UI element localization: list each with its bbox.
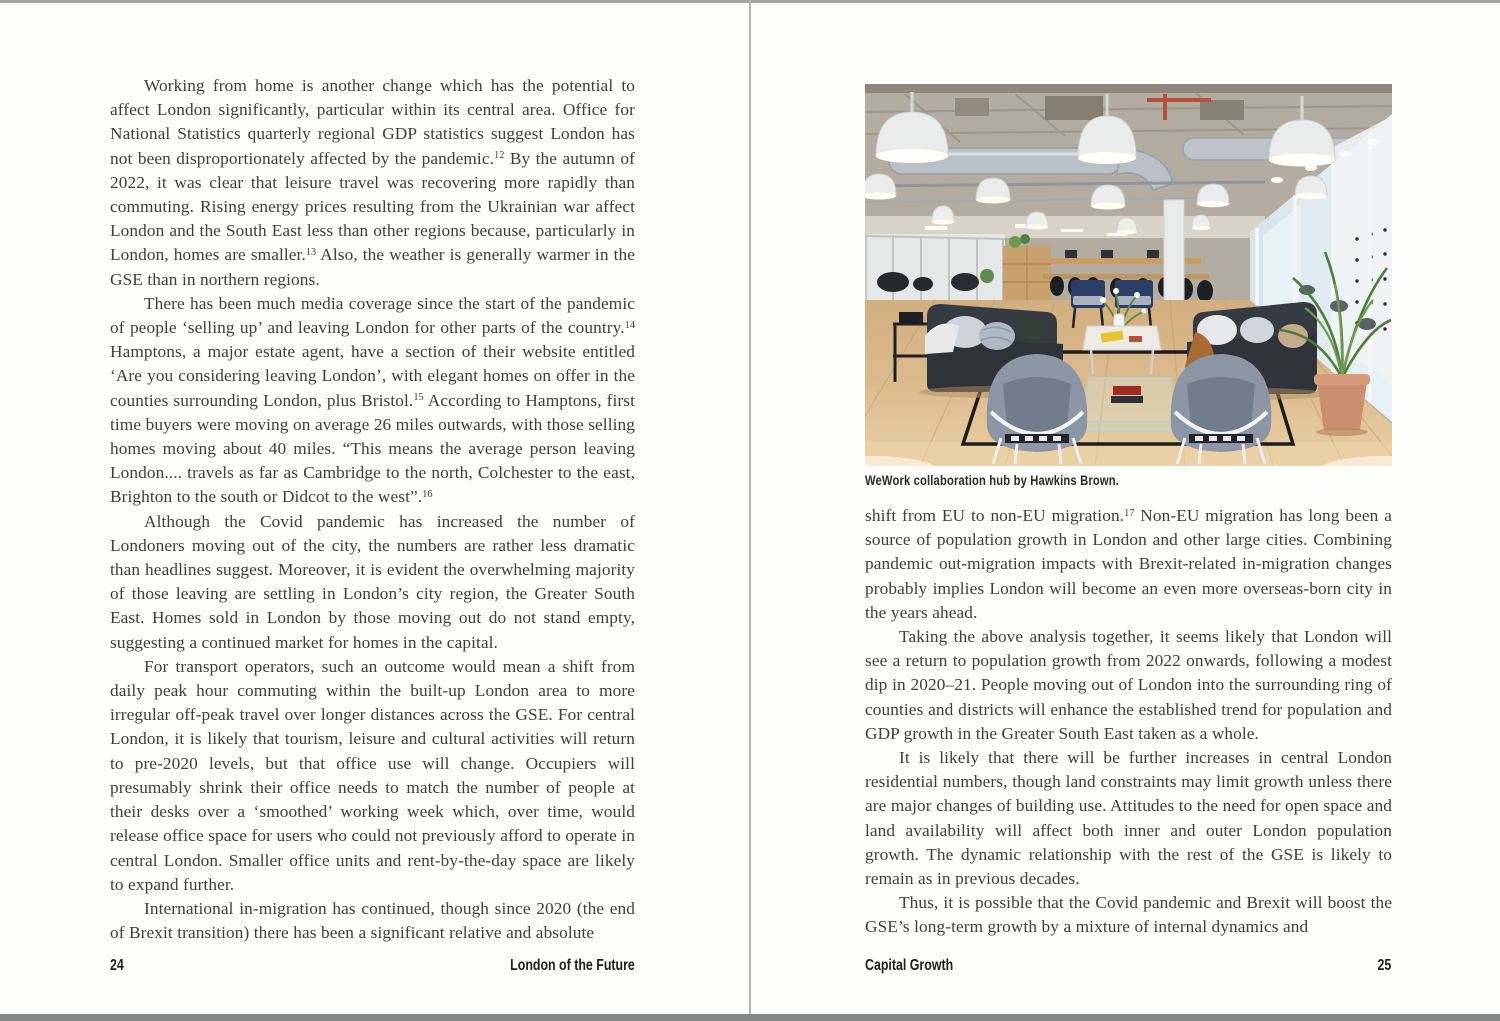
page-number-right: 25 bbox=[1377, 957, 1391, 974]
office-interior-illustration bbox=[865, 84, 1392, 466]
wework-office-photo bbox=[865, 84, 1392, 466]
photo-caption: WeWork collaboration hub by Hawkins Brown. bbox=[865, 472, 1119, 488]
paragraph: There has been much media coverage since the start of the pandemic of people ‘selling up’ and leaving London for other parts of the country.$^{14}$ Hamptons, a major estate agent, have a section of their website entitled ‘Are you considering leaving London’, with elegant homes on offer in the counties surrounding London, plus Bristol.$^{15}$ According to Hamptons, first time buyers were moving on average 26 miles outwards, with those selling homes moving about 40 miles. “This means the average person leaving London.... travels as far as Cambridge to the north, Colchester to the east, Brighton to the south or Didcot to the west”.$^{16}$ bbox=[110, 293, 635, 507]
paragraph: International in-migration has continued, though since 2020 (the end of Brexit transition) there has been a significant relative and absolute bbox=[110, 898, 635, 943]
right-text-column bbox=[865, 504, 1392, 956]
paragraph: Although the Covid pandemic has increased the number of Londoners moving out of the city, the numbers are rather less dramatic than headlines suggest. Moreover, it is evident the overwhelming majority of those leaving are settling in London’s city region, the Greater South East. Homes sold in London by those moving out do not stand empty, suggesting a continued market for homes in the capital. bbox=[110, 511, 635, 652]
running-title-left: London of the Future bbox=[510, 957, 635, 974]
left-text-column bbox=[110, 74, 635, 958]
page-number-left: 24 bbox=[110, 957, 124, 974]
scan-edge-bottom bbox=[0, 1014, 1500, 1021]
paragraph: For transport operators, such an outcome would mean a shift from daily peak hour commuting within the built-up London area to more irregular off-peak travel over longer distances across the GSE. For central London, it is likely that tourism, leisure and cultural activities will return to pre-2020 levels, but that office use will change. Occupiers will presumably shrink their office needs to match the number of people at their desks over a ‘smoothed’ working week which, over time, would release office space for users who could not previously afford to operate in central London. Smaller office units and rent-by-the-day space are likely to expand further. bbox=[110, 656, 635, 894]
paragraph: Taking the above analysis together, it seems likely that London will see a return to population growth from 2022 onwards, following a modest dip in 2020–21. People moving out of London into the surrounding ring of counties and districts will enhance the established trend for population and GDP growth in the Greater South East taken as a whole. bbox=[865, 627, 1392, 743]
page-gutter bbox=[749, 0, 751, 1021]
paragraph: Working from home is another change which has the potential to affect London significantly, particular within its central area. Office for National Statistics quarterly regional GDP statistics suggest London has not been disproportionately affected by the pandemic.$^{12}$ By the autumn of 2022, it was clear that leisure travel was recovering more rapidly than commuting. Rising energy prices resulting from the Ukrainian war affect London and the South East less than other regions because, particularly in London, homes are smaller.$^{13}$ Also, the weather is generally warmer in the GSE than in northern regions. bbox=[110, 76, 635, 289]
running-title-right: Capital Growth bbox=[865, 957, 954, 974]
paragraph: shift from EU to non-EU migration.$^{17}$ Non-EU migration has long been a source of population growth in London and other large cities. Combining pandemic out-migration impacts with Brexit-related in-migration changes probably implies London will become an even more overseas-born city in the years ahead. bbox=[865, 506, 1392, 622]
paragraph: It is likely that there will be further increases in central London residential numbers, though land constraints may limit growth unless there are major changes of building use. Attitudes to the need for open space and land availability will affect both inner and outer London population growth. The dynamic relationship with the rest of the GSE is likely to remain as in previous decades. bbox=[865, 748, 1392, 889]
paragraph: Thus, it is possible that the Covid pandemic and Brexit will boost the GSE’s long-term growth by a mixture of internal dynamics and bbox=[865, 893, 1392, 937]
